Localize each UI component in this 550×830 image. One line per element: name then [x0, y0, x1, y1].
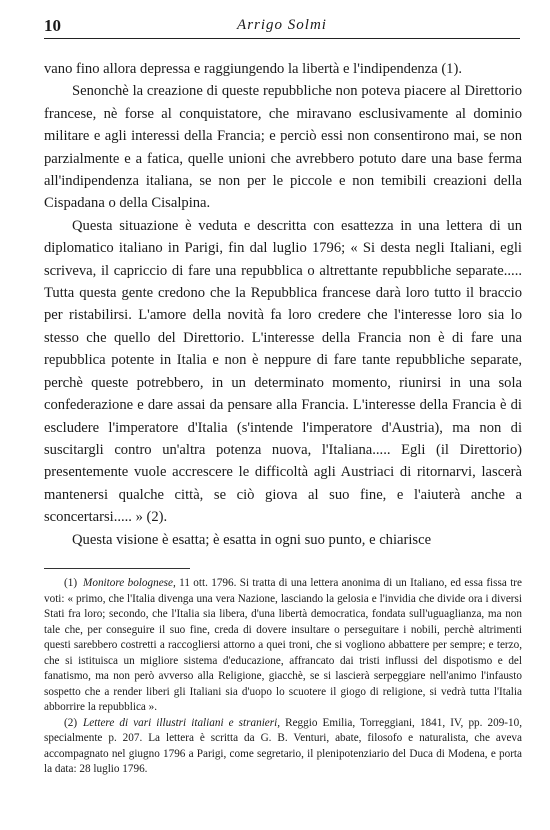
footnote-2-source: Lettere di vari illustri italiani e stranieri, — [83, 716, 281, 729]
footnotes — [44, 576, 522, 778]
footnote-2-mark: (2) — [64, 716, 78, 729]
footnote-rule — [44, 568, 190, 569]
running-head: Arrigo Solmi — [237, 17, 327, 33]
footnote-1-text: 11 ott. 1796. Si tratta di una lettera anonima di un Italiano, ed essa fissa tre voti: « primo, che l'Italia divenga una vera Nazione, lasciando la gelosia e l'invidia che divide ora i diversi Stati fra loro; secondo, che l'Italia sia libera, d'una libertà democratica, fondata sull'uguaglianza, ma non tale che, per conseguire il suo fine, creda di dovere insultare o perseguitare i nobili, perchè altrimenti questi sarebbero costretti a raccogliersi attorno a quei troni, che si vogliono abbattere per sempre; e terzo, che si istituisca un migliore sistema d'educazione, affrancato dai tristi influssi del dispotismo e del fanatismo, ma non però avverso alla Religione, giacchè, se si lascierà serpeggiare nell'animo l'infausto sospetto che a render liberi gli Italiani sia d'uopo lo scuotere il giogo di religione, si vedrà tutta l'Italia abborrire la repubblica ». — [44, 577, 522, 713]
footnote-1-mark: (1) — [64, 577, 78, 589]
page-header — [44, 14, 520, 39]
main-text — [44, 58, 522, 551]
footnote-2 — [44, 716, 522, 778]
footnote-1 — [44, 576, 522, 716]
footnote-2-text: Reggio Emilia, Torreggiani, 1841, IV, pp. 209-10, specialmente p. 207. La lettera è scritta da G. B. Venturi, abate, filosofo e naturalista, che aveva accompagnato nel giugno 1796 a Parigi, come segretario, il plenipotenziario del Duca di Modena, e porta la data: 28 luglio 1796. — [44, 716, 523, 775]
paragraph-1: vano fino allora depressa e raggiungendo la libertà e l'indipendenza (1). — [44, 61, 462, 77]
paragraph-2: Senonchè la creazione di queste repubbliche non poteva piacere al Direttorio francese, nè forse al conquistatore, che miravano esclusivamente al dominio militare e agli interessi della Francia; e perciò essi non consentirono mai, se non parzialmente e a fatica, quelle unioni che avrebbero potuto dare una base ferma all'indipendenza italiana, se non per le piccole e non temibili creazioni della Cispadana o della Cisalpina. — [44, 83, 522, 212]
paragraph-3: Questa situazione è veduta e descritta con esattezza in una lettera di un diplomatico italiano in Parigi, fin dal luglio 1796; « Si desta negli Italiani, egli scriveva, il capriccio di fare una repubblica o altrettante repubbliche separate..... Tutta questa gente credono che la Repubblica francese darà loro tutto il braccio per ristabilirsi. L'amore della novità fa loro credere che l'interesse loro sia lo stesso che quello del Direttorio. L'interesse della Francia non è di fare una repubblica potente in Italia e non è neppure di fare tante repubbliche separate, perchè queste potrebbero, in un determinato momento, riunirsi in una sola confederazione e dare assai da pensare alla Francia. L'interesse della Francia è di escludere l'imperatore d'Italia (s'intende l'imperatore d'Austria), ma non di suscitargli contro un'altra potenza nuova, l'Italiana..... Egli (il Direttorio) presentemente vuole accrescere le difficoltà agli Austriaci di ritornarvi, lascerà mantenersi qualche città, se ciò giova al suo fine, e l'aiuterà anche a sconcertarsi..... » (2). — [44, 217, 522, 526]
paragraph-4: Questa visione è esatta; è esatta in ogni suo punto, e chiarisce — [72, 531, 432, 548]
page-number: 10 — [44, 16, 61, 35]
footnote-1-source: Monitore bolognese, — [83, 577, 176, 589]
